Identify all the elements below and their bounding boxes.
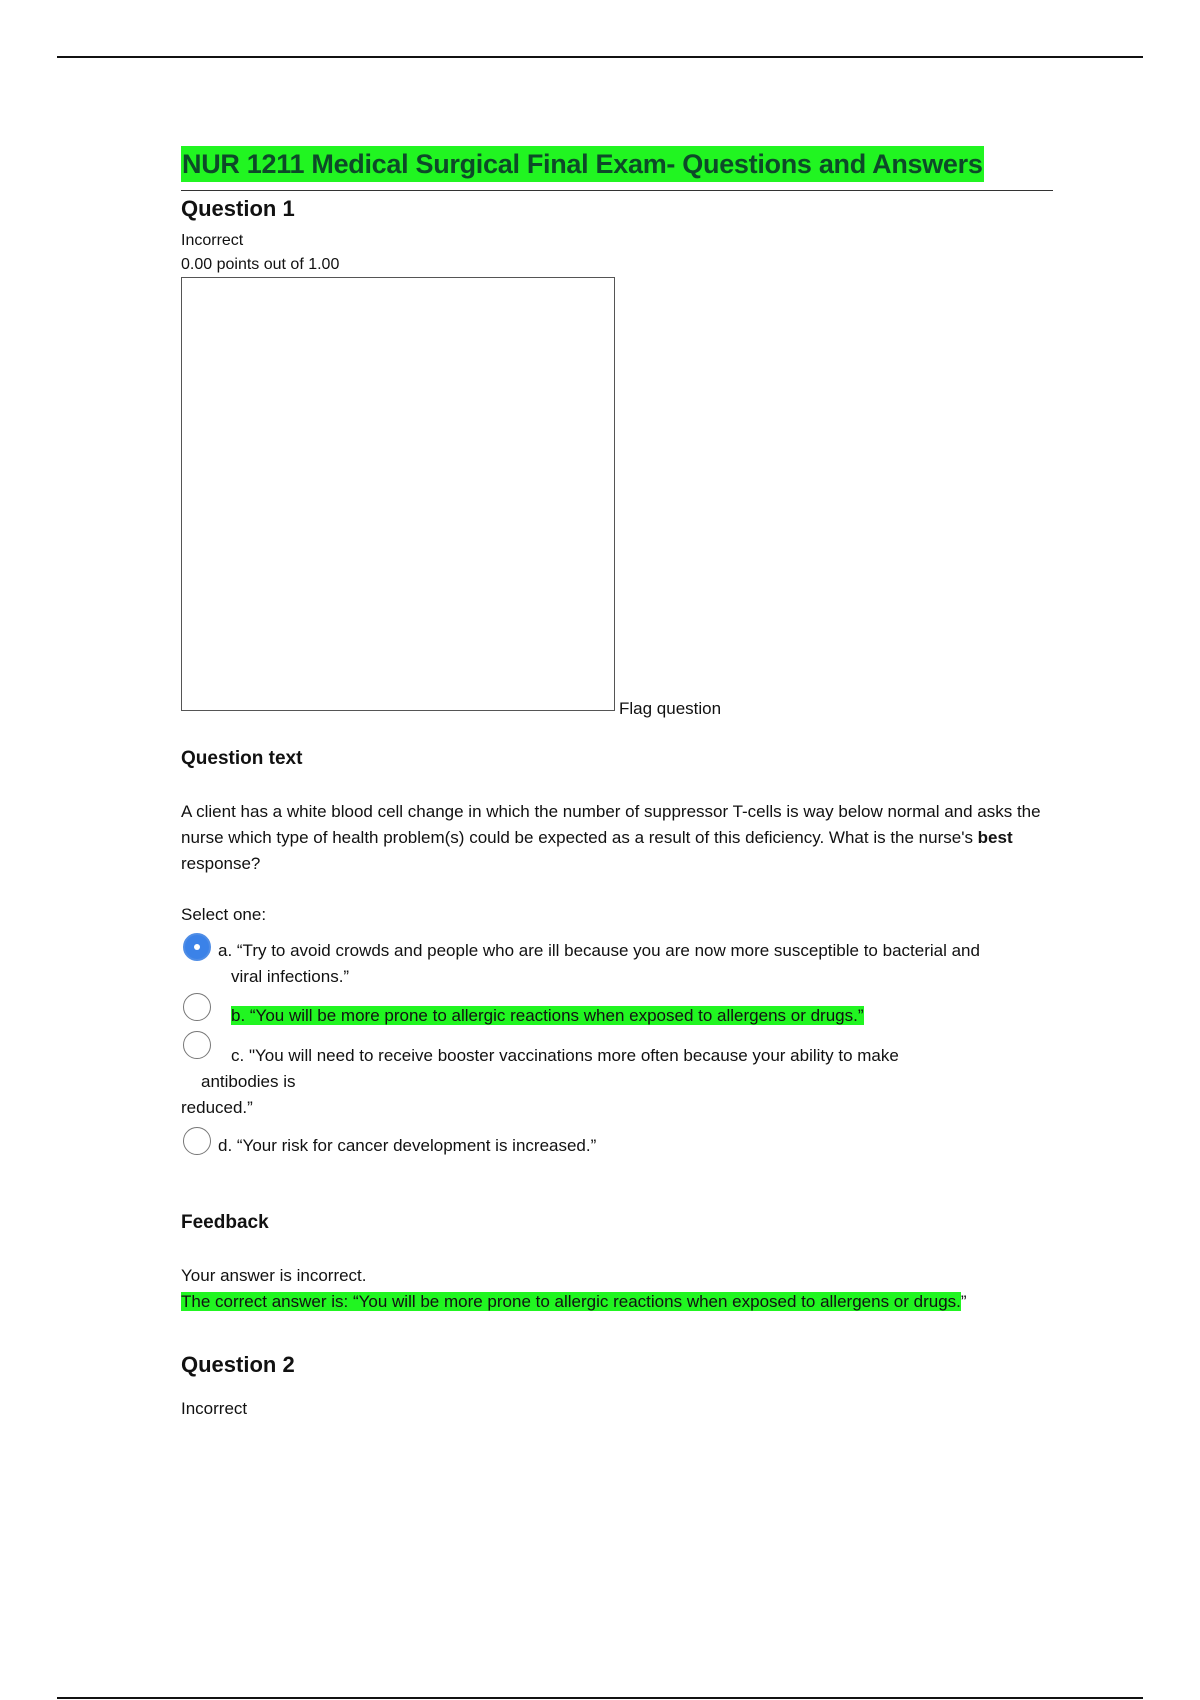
feedback-correct-highlight: The correct answer is: “You will be more prone to allergic reactions when exposed to allergens or drugs. [181,1292,961,1311]
feedback-block [181,1263,1051,1315]
feedback-result: Your answer is incorrect. [181,1266,367,1285]
flag-question-row [181,277,1051,718]
title-underline [181,190,1053,191]
question-1-points: 0.00 points out of 1.00 [181,256,340,273]
option-c-radio[interactable] [183,1031,211,1059]
option-a-radio[interactable] [183,933,211,961]
option-c-line-2[interactable]: antibodies is [201,1072,296,1091]
page-bottom-rule [57,1697,1143,1699]
option-c-line-1[interactable]: c. "You will need to receive booster vaccinations more often because your ability to make [231,1046,899,1065]
option-a-line-2[interactable]: viral infections.” [231,967,350,986]
feedback-correct-answer [181,1289,1051,1315]
flag-question-image[interactable] [181,277,615,711]
feedback-correct-tail: ” [960,1292,967,1311]
question-1-status: Incorrect [181,232,244,249]
question-1-text [181,799,1046,877]
feedback-heading: Feedback [181,1212,269,1233]
question-text-part-1: A client has a white blood cell change in which the number of suppressor T-cells is way below normal and asks the nurse which type of health problem(s) could be expected as a result of this deficiency. What is the nurse's [181,802,1041,847]
option-b-text[interactable]: b. “You will be more prone to allergic reactions when exposed to allergens or drugs.” [231,1006,864,1025]
question-text-part-2: response? [181,854,261,873]
question-text-heading: Question text [181,748,303,769]
option-d-radio[interactable] [183,1127,211,1155]
question-2-heading: Question 2 [181,1352,295,1377]
answer-options [181,933,1051,1183]
option-b-text-wrapper[interactable] [231,1003,864,1029]
question-1-heading: Question 1 [181,196,295,221]
select-one-prompt: Select one: [181,905,267,924]
question-2-status: Incorrect [181,1399,248,1418]
document-title: NUR 1211 Medical Surgical Final Exam- Questions and Answers [181,146,984,182]
document-body [181,146,1051,1421]
option-c-line-3[interactable]: reduced.” [181,1098,253,1117]
question-text-emphasis: best [977,828,1013,847]
option-d-text[interactable]: d. “Your risk for cancer development is increased.” [218,1136,597,1155]
option-a-line-1[interactable]: a. “Try to avoid crowds and people who are ill because you are now more susceptible to bacterial and [218,941,980,960]
flag-question-label[interactable]: Flag question [619,699,722,718]
option-b-radio[interactable] [183,993,211,1021]
page-top-rule [57,56,1143,58]
